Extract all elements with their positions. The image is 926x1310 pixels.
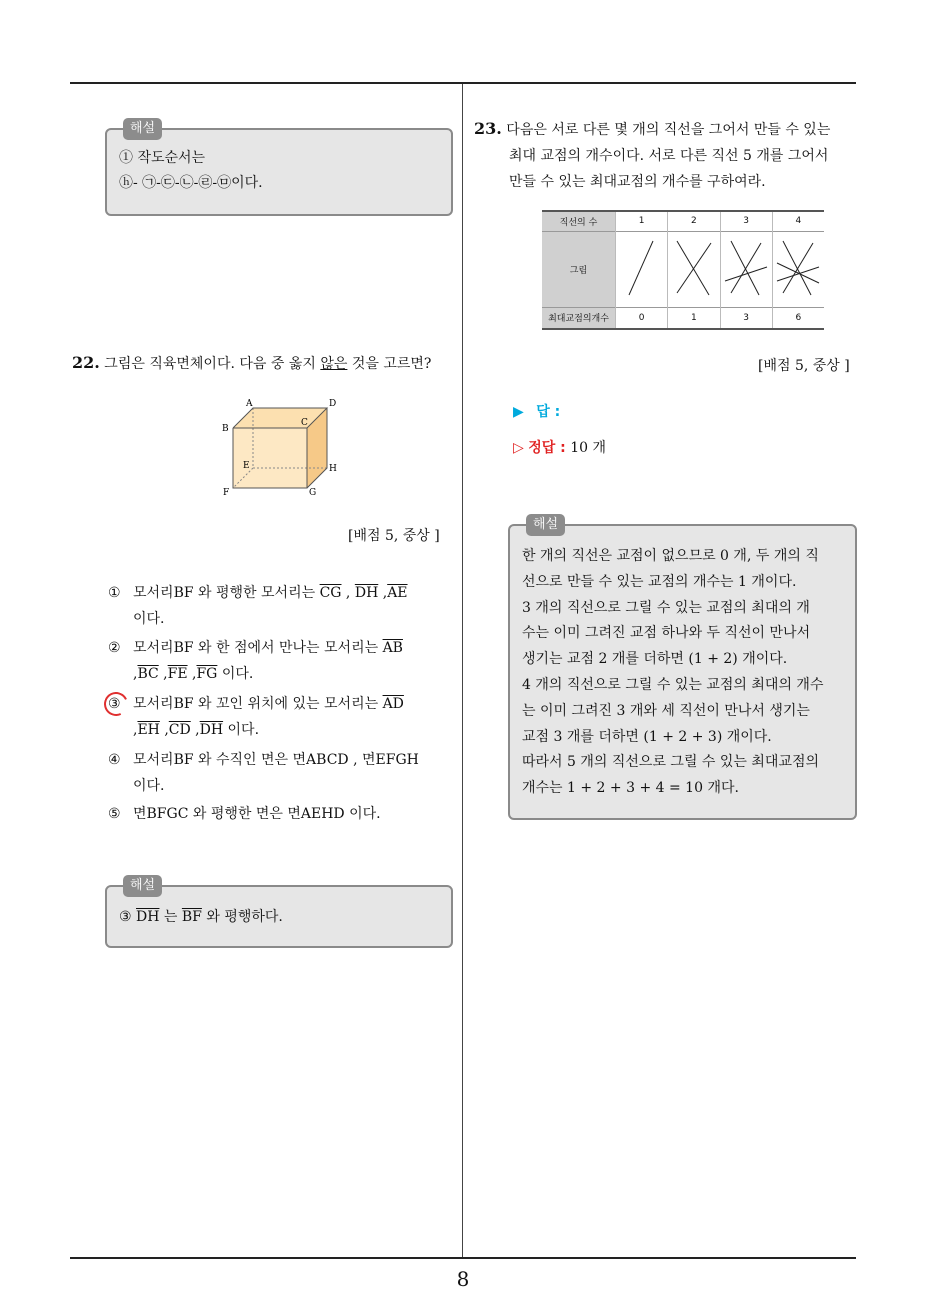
answer-label: 답 : xyxy=(536,404,561,420)
footer-rule xyxy=(70,1257,856,1259)
q22-question xyxy=(72,350,462,377)
q23-solution-box: 해설 한 개의 직선은 교점이 없으므로 0 개, 두 개의 직 선으로 만들 수 있는 교점의 개수는 1 개이다. 3 개의 직선으로 그릴 수 있는 교점의 최대의 개 수는 이미 그려진 교점 하나와 두 직선이 만나서 생기는 교점 2 개를 더하면 (1 + 2) 개이다. 4 개의 직선으로 그릴 수 있는 교점의 최대의 개수 는 이미 그려진 3 개와 세 직선이 만나서 생기는 교점 3 개를 더하면 (1 + 2 + 3) 개이다. 따라서 5 개의 직선으로 그릴 수 있는 최대교점의 개수는 1 + 2 + 3 + 4 = 10 개다. xyxy=(508,524,857,820)
lines-table: 직선의 수 1 2 3 4 그림 최대교점의개수 0 1 3 6 xyxy=(542,210,824,330)
answer-row xyxy=(513,401,715,421)
row-header-figure: 그림 xyxy=(542,231,616,307)
cube-label-H: H xyxy=(329,464,337,474)
cube-label-G: G xyxy=(309,488,317,498)
answer-arrow-icon: ▶ xyxy=(513,404,524,420)
correct-answer-row xyxy=(513,437,606,457)
cuboid-figure xyxy=(215,392,345,500)
q22-text-before: 그림은 직육면체이다. 다음 중 옳지 xyxy=(104,356,321,372)
q22-text-underlined: 않은 xyxy=(320,356,348,372)
q21-solution-box xyxy=(105,121,453,216)
q22-solution-box xyxy=(105,878,453,948)
q22-number: 22. xyxy=(72,353,100,372)
q22-solution-text: ③ $\overline{DH}$ 는 $\overline{BF}$ 와 평행하다. xyxy=(119,909,283,925)
correct-label: 정답 : xyxy=(528,440,566,456)
q21-solution-line2: ⓗ- ㉠-㉢-㉡-㉣-㉤이다. xyxy=(119,175,263,191)
q22-text-after: 것을 고르면? xyxy=(347,356,432,372)
q23-score: [배점 5, 중상 ] xyxy=(758,358,850,374)
solution-tag: 해설 xyxy=(526,514,565,536)
cube-label-C: C xyxy=(301,418,308,428)
cube-label-B: B xyxy=(222,424,229,434)
cube-label-D: D xyxy=(329,399,337,409)
page-number: 8 xyxy=(456,1267,470,1291)
column-divider xyxy=(462,84,463,1257)
row-header-intersections: 최대교점의개수 xyxy=(542,307,616,329)
header-rule xyxy=(70,82,856,84)
figure-3-lines xyxy=(720,231,772,307)
solution-tag: 해설 xyxy=(123,118,162,140)
q22-option-2[interactable]: ② 모서리BF 와 한 점에서 만나는 모서리는 $\overline{AB}$ $,\overline{BC}$ $,\overline{FE}$ $,\overline{FG}$ 이다. xyxy=(108,640,403,682)
row-header-lines: 직선의 수 xyxy=(542,211,616,231)
cube-label-E: E xyxy=(243,461,250,471)
cube-label-A: A xyxy=(246,399,253,409)
q22-option-1[interactable]: ① 모서리BF 와 평행한 모서리는 $\overline{CG}$ , $\overline{DH}$ $,\overline{AE}$ 이다. xyxy=(108,585,408,627)
cube-label-F: F xyxy=(223,488,230,498)
q22-option-4[interactable]: ④ 모서리BF 와 수직인 면은 면ABCD , 면EFGH 이다. xyxy=(108,752,419,794)
q22-option-5[interactable]: ⑤ 면BFGC 와 평행한 면은 면AEHD 이다. xyxy=(108,806,381,822)
answer-input[interactable] xyxy=(565,402,715,416)
correct-value: 10 개 xyxy=(565,440,607,456)
q23-question: 23. 다음은 서로 다른 몇 개의 직선을 그어서 만들 수 있는 최대 교점의 개수이다. 서로 다른 직선 5 개를 그어서 만들 수 있는 최대교점의 개수를 구하여라. xyxy=(474,119,831,190)
solution-tag: 해설 xyxy=(123,875,162,897)
q21-solution-line1: ① 작도순서는 xyxy=(119,150,206,166)
q22-score: [배점 5, 중상 ] xyxy=(348,528,440,544)
correct-arrow-icon: ▷ xyxy=(513,440,524,456)
figure-2-lines xyxy=(668,231,720,307)
figure-1-line xyxy=(616,231,668,307)
q22-option-3[interactable]: ③ 모서리BF 와 꼬인 위치에 있는 모서리는 $\overline{AD}$ $,\overline{EH}$ $,\overline{CD}$ $,\overline{DH}$ 이다. xyxy=(108,696,404,738)
figure-4-lines xyxy=(772,231,824,307)
q23-number: 23. xyxy=(474,119,502,138)
